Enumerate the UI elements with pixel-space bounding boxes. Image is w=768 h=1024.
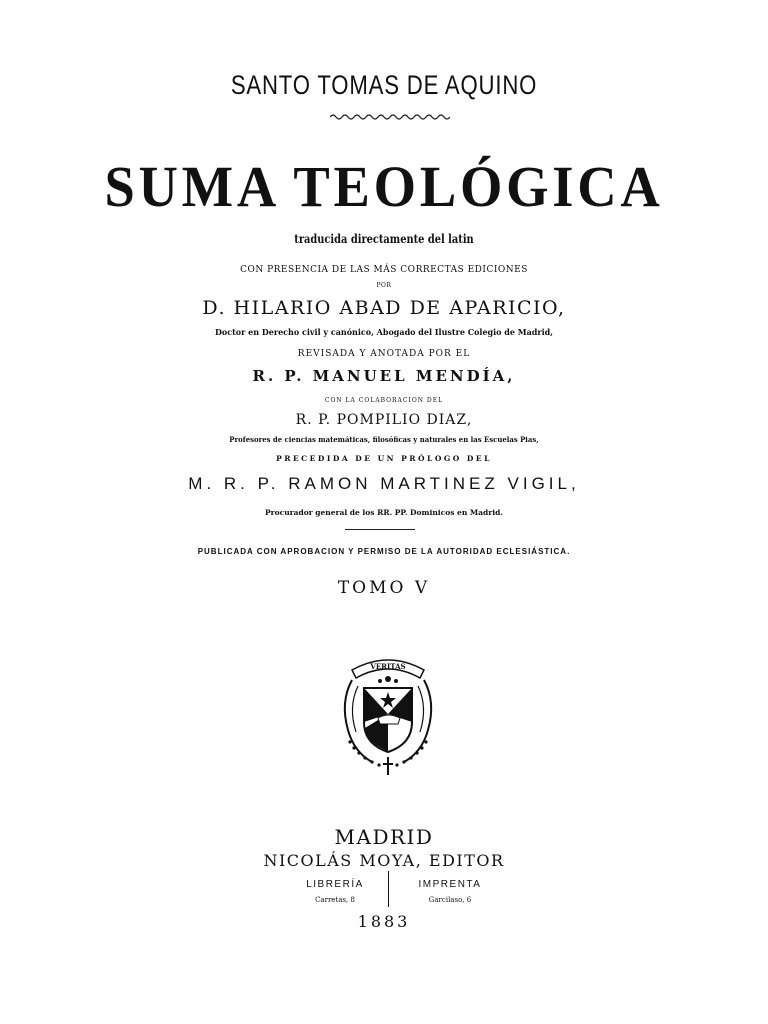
por-label: POR bbox=[376, 282, 392, 289]
imprint-left-column bbox=[280, 879, 390, 904]
svg-text:VERITAS: VERITAS bbox=[370, 662, 406, 671]
prologist-description: Procurador general de los RR. PP. Dominicos en Madrid. bbox=[265, 508, 503, 517]
wavy-rule-ornament bbox=[330, 112, 450, 122]
press-address: Garcilaso, 6 bbox=[428, 896, 472, 904]
publication-year: 1883 bbox=[357, 912, 411, 931]
press-label: IMPRENTA bbox=[418, 879, 482, 890]
approval-notice: PUBLICADA CON APROBACION Y PERMISO DE LA AUTORIDAD ECLESIÁSTICA. bbox=[197, 547, 571, 556]
collaborator-description: Profesores de ciencias matemáticas, filosóficas y naturales en las Escuelas Pias, bbox=[229, 435, 539, 444]
revised-line: REVISADA Y ANOTADA POR EL bbox=[297, 349, 471, 359]
imprint-right-column bbox=[400, 879, 500, 904]
subtitle: traducida directamente del latin bbox=[294, 232, 474, 246]
translator-description: Doctor en Derecho civil y canónico, Abogado del Ilustre Colegio de Madrid, bbox=[214, 327, 554, 337]
bookshop-address: Carretas, 8 bbox=[315, 896, 355, 904]
author: SANTO TOMAS DE AQUINO bbox=[230, 70, 538, 100]
coat-of-arms-icon bbox=[338, 652, 438, 777]
collaboration-line: CON LA COLABORACION DEL bbox=[324, 397, 444, 404]
prologist-name: M. R. P. RAMON MARTINEZ VIGIL, bbox=[188, 474, 580, 493]
publisher: NICOLÁS MOYA, EDITOR bbox=[263, 851, 505, 870]
book-title: SUMA TEOLÓGICA bbox=[104, 154, 664, 219]
imprint-city: MADRID bbox=[334, 825, 434, 849]
collaborator-name: R. P. POMPILIO DIAZ, bbox=[295, 412, 473, 428]
imprint-divider bbox=[388, 871, 389, 907]
presence-line: CON PRESENCIA DE LAS MÁS CORRECTAS EDICIONES bbox=[240, 265, 528, 275]
prologue-line: PRECEDIDA DE UN PRÓLOGO DEL bbox=[276, 454, 492, 463]
divider-rule bbox=[345, 529, 415, 530]
volume-label: TOMO V bbox=[337, 578, 431, 598]
annotator-name: R. P. MANUEL MENDÍA, bbox=[252, 367, 516, 385]
bookshop-label: LIBRERÍA bbox=[306, 879, 364, 890]
translator-name: D. HILARIO ABAD DE APARICIO, bbox=[202, 297, 566, 319]
